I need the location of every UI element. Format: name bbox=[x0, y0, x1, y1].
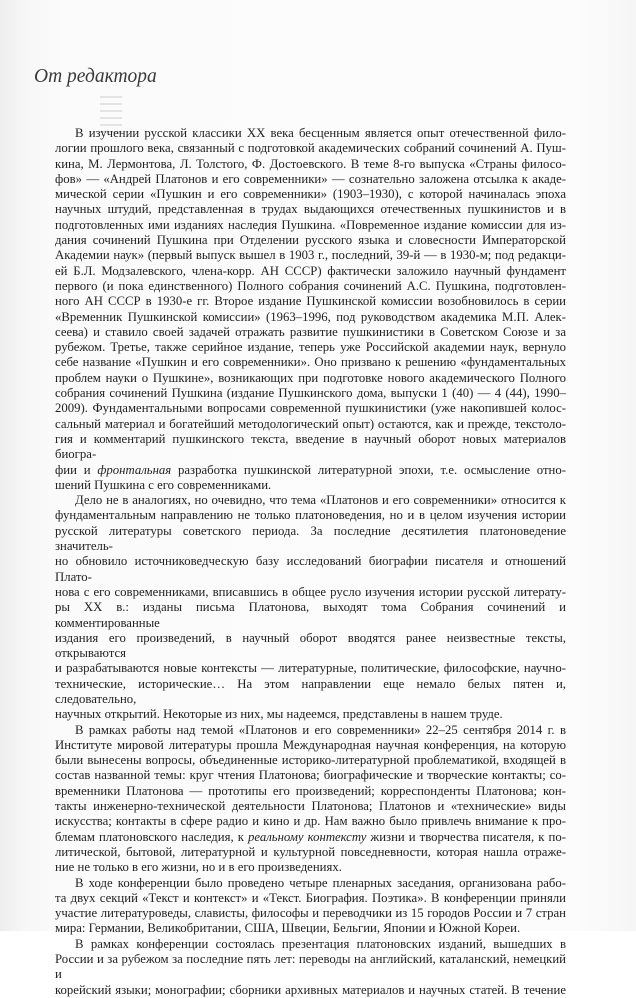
text-line: В рамках работы над темой «Платонов и его современники» 22–25 сентября 2014 г. в bbox=[75, 722, 566, 737]
paragraph bbox=[55, 723, 566, 876]
text-line: участие литературоведы, слависты, философы и переводчики из 15 городов России и 7 стран bbox=[55, 906, 566, 921]
text-line: фии и фронтальная разработка пушкинской литературной эпохи, т.е. осмысление отно- bbox=[55, 462, 566, 477]
text-line: гия и комментарий пушкинского текста, введение в научный оборот новых материалов биогра- bbox=[55, 431, 566, 462]
text-line: научных штудий, представленная в трудах выдающихся отечественных пушкинистов и в bbox=[55, 202, 566, 217]
text-line: технические, исторические… На этом направлении еще немало белых пятен и, следовательно, bbox=[55, 676, 566, 706]
text-line: В изучении русской классики XX века бесценным является опыт отечественной фило- bbox=[75, 126, 566, 140]
text-line: ние не только в его жизни, но и в его произведениях. bbox=[55, 860, 342, 875]
text-line: кина, М. Лермонтова, Л. Толстого, Ф. Достоевского. В теме 8-го выпуска «Страны филосо- bbox=[55, 156, 566, 171]
text-line: Дело не в аналогиях, но очевидно, что тема «Платонов и его современники» относится к bbox=[75, 493, 566, 508]
text-line: фов» — «Андрей Платонов и его современники» — сознательно заложена отсылка к акаде- bbox=[55, 171, 566, 186]
paragraph bbox=[55, 493, 566, 722]
text-line: Академии наук» (первый выпуск вышел в 1903 г., последний, 39-й — в 1930-м; под редакци- bbox=[55, 248, 566, 263]
page-heading: От редактора bbox=[34, 66, 157, 87]
text-line: ры XX в.: изданы письма Платонова, выходят тома Собрания сочинений и комментированные bbox=[55, 600, 566, 630]
text-line: но обновило источниковедческую базу исследований биографии писателя и отношений Плато- bbox=[55, 554, 566, 584]
paragraph bbox=[55, 126, 566, 493]
text-line: и разрабатываются новые контексты — литературные, политические, философские, научно- bbox=[55, 661, 566, 676]
text-line: издания его произведений, в научный оборот вводятся ранее неизвестные тексты, открываются bbox=[55, 630, 566, 661]
text-line: сеева) и ставило своей задачей отражать развитие пушкинистики в Советском Союзе и за bbox=[55, 324, 566, 339]
text-line: мира: Германии, Великобритании, США, Швеции, Бельгии, Японии и Южной Кореи. bbox=[55, 921, 521, 936]
italic-emphasis: реальному контексту bbox=[247, 829, 367, 844]
text-line: В рамках конференции состоялась презентация платоновских изданий, вышедших в bbox=[75, 936, 566, 951]
text-line: 2009). Фундаментальными вопросами современной пушкинистики (уже накопившей колос- bbox=[55, 401, 566, 416]
text-line: собрания сочинений Пушкина (издание Пушкинского дома, выпуски 1 (40) — 4 (44), 1990– bbox=[55, 386, 566, 401]
text-line: русской литературы советского периода. За последние десятилетия платоноведение значитель- bbox=[55, 523, 566, 554]
text-line: ей Б.Л. Модзалевского, члена-корр. АН СССР) фактически заложило научный фундамент bbox=[55, 263, 566, 278]
text-line: искусства; контакты в сфере радио и кино и др. Нам важно было привлечь внимание к про- bbox=[55, 814, 566, 829]
text-line: научных открытий. Некоторые из них, мы надеемся, представлены в нашем труде. bbox=[55, 707, 503, 722]
text-line: такты инженерно-технической деятельности Платонова; Платонов и «технические» виды bbox=[55, 799, 566, 814]
text-line: проблем науки о Пушкине», возникающих при подготовке нового академического Полного bbox=[55, 370, 566, 385]
text-line: фундаментальным направлению не только платоноведения, но и в целом изучения истории bbox=[55, 508, 566, 523]
text-line: логии прошлого века, связанный с подготовкой академических собраний сочинений А. Пуш- bbox=[55, 141, 566, 156]
text-line: состав названной темы: круг чтения Платонова; биографические и творческие контакты; со- bbox=[55, 768, 566, 783]
text-line: нова с его современниками, вписавшись в общее русло изучения истории русской литерату- bbox=[55, 584, 566, 599]
text-line: рубежом. Третье, также серийное издание, теперь уже Российской академии наук, вернуло bbox=[55, 340, 566, 355]
italic-emphasis: фронтальная bbox=[97, 462, 172, 477]
text-line: временники Платонова — прототипы его произведений; корреспонденты Платонова; кон- bbox=[55, 783, 566, 798]
text-line: России и за рубежом за последние пять лет: переводы на английский, каталанский, немецкий и bbox=[55, 952, 566, 982]
text-line: первого (и пока единственного) Полного собрания сочинений А.С. Пушкина, подготовлен- bbox=[55, 278, 566, 293]
paragraph bbox=[55, 876, 566, 937]
text-line: Институте мировой литературы прошла Международная научная конференция, на которую bbox=[55, 737, 566, 752]
text-line: шений Пушкина с его современниками. bbox=[55, 477, 272, 492]
text-line: та двух секций «Текст и контекст» и «Текст. Биография. Поэтика». В конференции приняли bbox=[55, 890, 566, 905]
text-line: корейский языки; монографии; сборники архивных материалов и научных статей. В течение bbox=[55, 982, 566, 997]
text-line: себе название «Пушкин и его современники». Оно призвано к решению «фундаментальных bbox=[55, 355, 566, 370]
body-text bbox=[55, 126, 566, 998]
text-line: дания сочинений Пушкина при Отделении русского языка и словесности Императорской bbox=[55, 233, 566, 248]
text-line: блемам платоновского наследия, к реальному контексту жизни и творчества писателя, к по- bbox=[55, 829, 566, 844]
text-line: ного АН СССР в 1930-е гг. Второе издание Пушкинской комиссии возобновилось в серии bbox=[55, 294, 566, 309]
paragraph bbox=[55, 937, 566, 998]
text-line: мической серии «Пушкин и его современники» (1903–1930), с которой начиналась эпоха bbox=[55, 187, 566, 202]
text-line: подготовленных ими изданиях наследия Пушкина. «Повременное издание комиссии для из- bbox=[55, 217, 566, 232]
text-line: сальный материал и богатейший методологический опыт) остаются, как и прежде, текстоло- bbox=[55, 416, 566, 431]
text-line: В ходе конференции было проведено четыре пленарных заседания, организована рабо- bbox=[75, 875, 566, 890]
text-line: литической, бытовой, литературной и культурной повседневности, которая нашла отраже- bbox=[55, 844, 566, 859]
text-line: «Временник Пушкинской комиссии» (1963–1996, под руководством академика М.П. Алек- bbox=[55, 309, 566, 324]
text-line: были вынесены вопросы, объединенные историко-литературной проблематикой, входящей в bbox=[55, 753, 566, 768]
